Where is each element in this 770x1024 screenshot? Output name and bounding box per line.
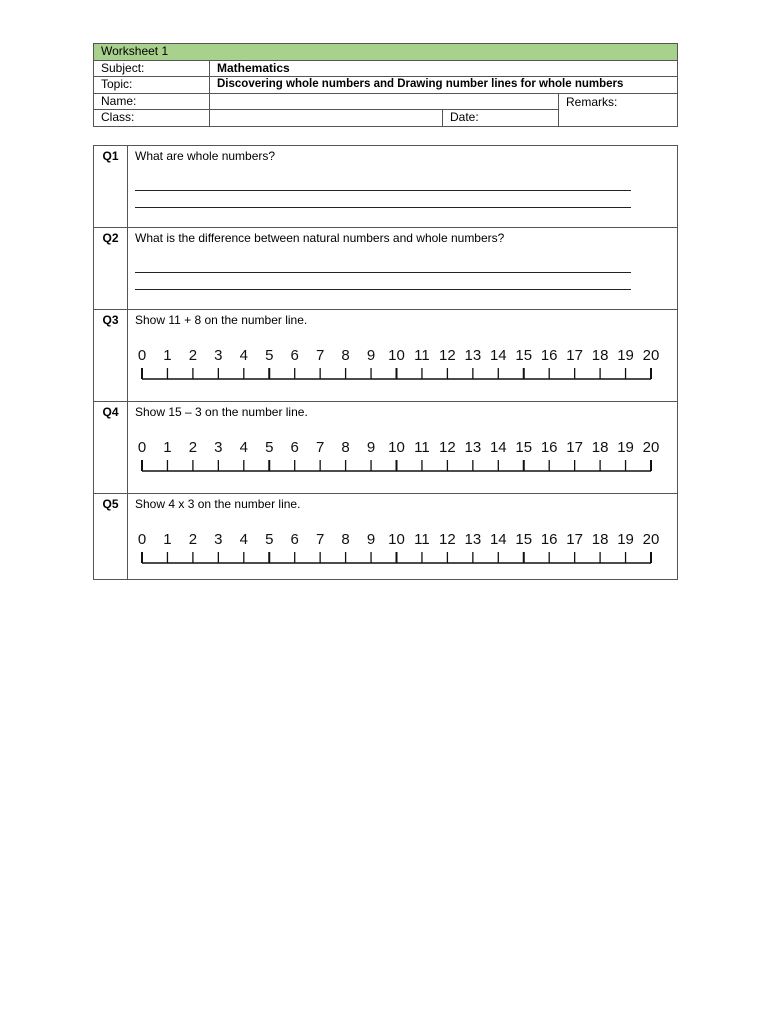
number-line-label: 10 (388, 531, 405, 548)
number-line-label: 6 (290, 347, 299, 364)
number-line[interactable] (136, 436, 660, 476)
worksheet-header (93, 43, 678, 127)
question-number: Q2 (94, 228, 128, 310)
date-label: Date: (450, 110, 479, 125)
question-number: Q3 (94, 310, 128, 402)
number-line-label: 17 (566, 347, 583, 364)
number-line-label: 8 (341, 347, 350, 364)
number-line-label: 5 (265, 439, 274, 456)
answer-line[interactable] (135, 207, 631, 208)
number-line-label: 13 (464, 347, 482, 364)
number-line-label: 2 (188, 347, 198, 364)
name-field[interactable] (210, 93, 559, 110)
remarks-label: Remarks: (566, 94, 618, 109)
number-line-label: 19 (617, 531, 634, 548)
number-line-label: 3 (214, 439, 223, 456)
worksheet-title: Worksheet 1 (94, 44, 678, 61)
number-line-label: 6 (290, 439, 299, 456)
number-line-label: 10 (388, 347, 405, 364)
number-line-label: 19 (617, 347, 634, 364)
name-label: Name: (94, 93, 210, 110)
number-line-label: 5 (265, 347, 274, 364)
number-line-label: 9 (366, 347, 376, 364)
number-line-label: 2 (188, 531, 198, 548)
number-line-label: 3 (214, 531, 223, 548)
number-line-label: 18 (591, 347, 609, 364)
number-line[interactable] (136, 344, 660, 384)
number-line-label: 7 (315, 439, 325, 456)
question-number: Q4 (94, 402, 128, 494)
number-line-label: 9 (366, 439, 376, 456)
question-cell (128, 146, 678, 228)
number-line-label: 3 (214, 347, 223, 364)
class-label: Class: (94, 110, 210, 127)
number-line-label: 0 (137, 347, 147, 364)
number-line-label: 17 (566, 531, 583, 548)
number-line-label: 7 (315, 531, 325, 548)
number-line-label: 20 (642, 531, 660, 548)
questions-table (93, 145, 678, 580)
number-line-label: 18 (591, 439, 609, 456)
number-line-label: 14 (489, 439, 507, 456)
number-line-label: 14 (489, 531, 507, 548)
number-line-label: 1 (163, 347, 172, 364)
topic-label: Topic: (94, 77, 210, 94)
number-line-label: 12 (439, 439, 456, 456)
number-line-label: 8 (341, 439, 350, 456)
number-line-label: 10 (388, 439, 405, 456)
number-line-label: 11 (414, 531, 430, 548)
number-line-label: 19 (617, 439, 634, 456)
number-line-label: 5 (265, 531, 274, 548)
subject-value: Mathematics (210, 60, 678, 77)
number-line-label: 13 (464, 439, 482, 456)
number-line-label: 15 (515, 531, 533, 548)
number-line-label: 18 (591, 531, 609, 548)
number-line-label: 16 (540, 439, 558, 456)
remarks-field[interactable] (559, 93, 678, 126)
number-line-label: 2 (188, 439, 198, 456)
number-line-label: 8 (341, 531, 350, 548)
number-line[interactable] (136, 528, 660, 568)
number-line-label: 4 (239, 531, 248, 548)
question-cell (128, 228, 678, 310)
topic-value: Discovering whole numbers and Drawing number lines for whole numbers (210, 77, 678, 94)
number-line-label: 1 (163, 439, 172, 456)
answer-line[interactable] (135, 272, 631, 273)
number-line-label: 15 (515, 347, 533, 364)
number-line-label: 11 (414, 439, 430, 456)
number-line-label: 15 (515, 439, 533, 456)
question-number: Q1 (94, 146, 128, 228)
number-line-label: 6 (290, 531, 299, 548)
number-line-label: 12 (439, 347, 456, 364)
question-text: Show 15 – 3 on the number line. (135, 405, 308, 419)
question-text: What are whole numbers? (135, 149, 276, 163)
number-line-label: 13 (464, 531, 482, 548)
number-line-label: 0 (137, 439, 147, 456)
number-line-label: 9 (366, 531, 376, 548)
number-line-label: 16 (540, 347, 558, 364)
number-line-label: 12 (439, 531, 456, 548)
number-line-label: 17 (566, 439, 583, 456)
number-line-label: 11 (414, 347, 430, 364)
question-text: Show 11 + 8 on the number line. (135, 313, 308, 327)
number-line-label: 1 (163, 531, 172, 548)
question-text: What is the difference between natural numbers and whole numbers? (135, 231, 505, 245)
number-line-label: 14 (489, 347, 507, 364)
question-cell (128, 494, 678, 580)
subject-label: Subject: (94, 60, 210, 77)
question-cell (128, 402, 678, 494)
answer-line[interactable] (135, 190, 631, 191)
question-text: Show 4 x 3 on the number line. (135, 497, 301, 511)
class-field[interactable] (210, 110, 443, 127)
number-line-label: 4 (239, 347, 248, 364)
number-line-label: 7 (315, 347, 325, 364)
number-line-label: 16 (540, 531, 558, 548)
question-cell (128, 310, 678, 402)
answer-line[interactable] (135, 289, 631, 290)
number-line-label: 20 (642, 347, 660, 364)
number-line-label: 0 (137, 531, 147, 548)
number-line-label: 4 (239, 439, 248, 456)
number-line-label: 20 (642, 439, 660, 456)
date-field[interactable] (443, 110, 559, 127)
question-number: Q5 (94, 494, 128, 580)
